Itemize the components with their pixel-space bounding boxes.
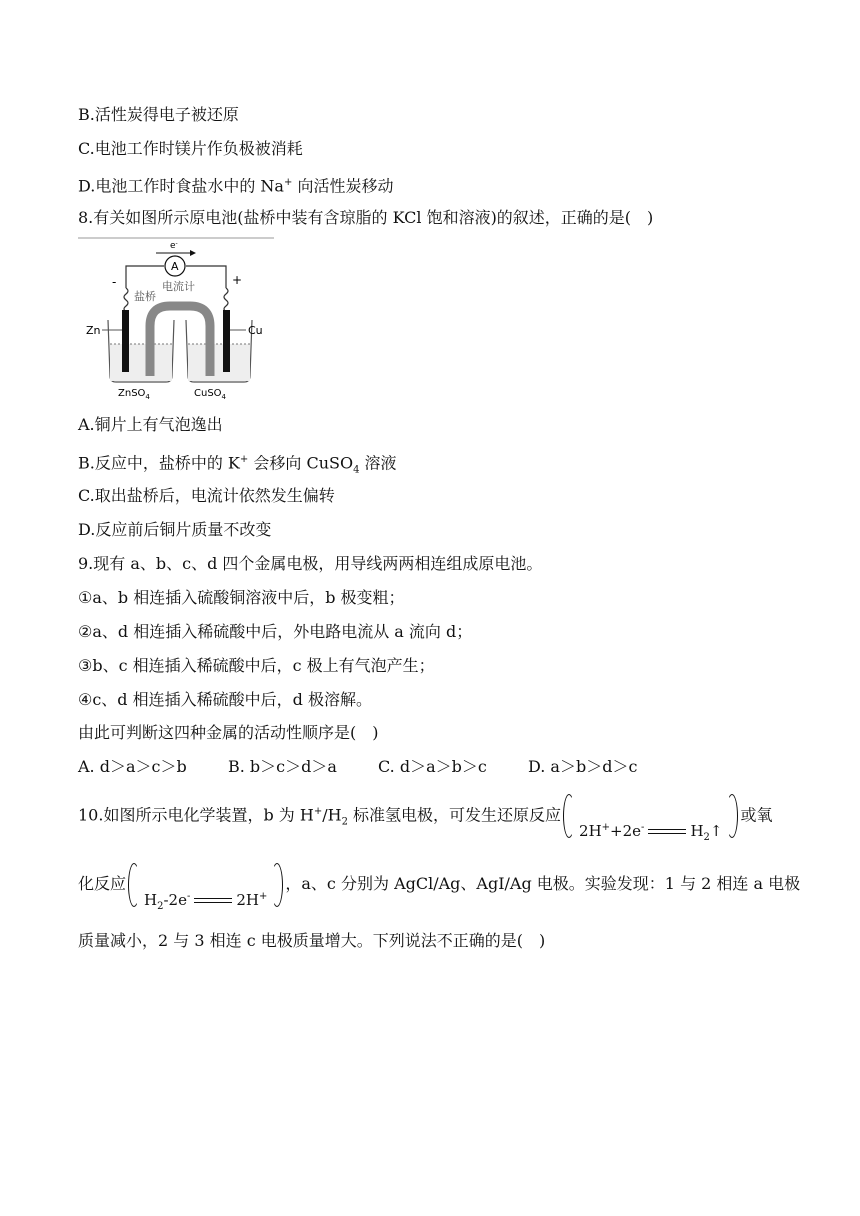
wire-left (126, 266, 164, 288)
q10-text-mid: /H (322, 805, 342, 825)
q8b-pre: B.反应中，盐桥中的 K (78, 453, 240, 473)
q10-sup: + (313, 806, 323, 817)
q7d-text-pre: D.电池工作时食盐水中的 Na (78, 176, 284, 196)
q7d-sup: + (283, 177, 293, 188)
q9-condition-2: ②a、d 相连插入稀硫酸中后，外电路电流从 a 流向 d； (78, 622, 473, 641)
equals-arrow (194, 897, 232, 905)
q10-stem-line3: 质量减小，2 与 3 相连 c 电极质量增大。下列说法不正确的是( ) (78, 931, 546, 950)
q9-condition-1: ①a、b 相连插入硫酸铜溶液中后，b 极变粗； (78, 588, 405, 607)
solution-right (188, 344, 250, 381)
ammeter-caption: 电流计 (162, 280, 195, 293)
q9-option-c: C. d＞a＞b＞c (378, 757, 487, 776)
q10-text-tail: 或氧 (740, 805, 773, 825)
q10-stem-line1 (78, 790, 773, 845)
reduction-equation: 2H++2e- $H_2↑$ (563, 794, 738, 838)
q10-sub: 2 (341, 816, 348, 828)
q8-option-b (78, 449, 397, 482)
q9-option-b: B. b＞c＞d＞a (228, 757, 337, 776)
electron-label: e- (170, 240, 178, 251)
q8-option-a: A.铜片上有气泡逸出 (78, 415, 223, 434)
zn-label: Zn (86, 324, 101, 337)
salt-bridge-label: 盐桥 (134, 290, 156, 303)
q9-option-a: A. d＞a＞c＞b (78, 757, 187, 776)
q9-question: 由此可判断这四种金属的活动性顺序是( ) (78, 723, 379, 742)
q8b-post: 溶液 (359, 453, 397, 473)
ammeter-label: A (171, 260, 179, 273)
q10-text-a: 10.如图所示电化学装置，b 为 H (78, 805, 314, 825)
electron-arrowhead (190, 250, 196, 256)
q9-stem: 9.现有 a、b、c、d 四个金属电极，用导线两两相连组成原电池。 (78, 554, 543, 573)
copper-electrode (223, 310, 230, 372)
znso4-label: ZnSO$_4$ (118, 388, 150, 401)
negative-sign: - (112, 275, 117, 289)
q8b-mid: 会移向 CuSO (248, 453, 354, 473)
equals-arrow (648, 828, 686, 836)
coil-right (224, 288, 228, 312)
positive-sign: + (232, 273, 243, 287)
q7-option-c: C.电池工作时镁片作负极被消耗 (78, 139, 303, 158)
cu-label: Cu (248, 324, 263, 337)
q9-condition-3: ③b、c 相连插入稀硫酸中后，c 极上有气泡产生； (78, 656, 435, 675)
cuso4-label: CuSO$_4$ (194, 388, 227, 401)
q9-option-d: D. a＞b＞d＞c (528, 757, 638, 776)
q10-b-pre: 化反应 (78, 874, 127, 893)
q10-text-post: 标准氢电极，可发生还原反应 (347, 805, 562, 825)
oxidation-equation: $H_2-2e^-$ 2H+ (128, 863, 283, 907)
q7-option-b: B.活性炭得电子被还原 (78, 105, 239, 124)
q7-option-d (78, 172, 393, 197)
q7d-text-post: 向活性炭移动 (292, 176, 394, 196)
solution-left (110, 344, 172, 381)
q8b-sub: 4 (353, 464, 360, 476)
q10-b-post: ，a、c 分别为 AgCl/Ag、AgI/Ag 电极。实验发现：1 与 2 相连 a 电极 (285, 874, 801, 893)
q8-stem: 8.有关如图所示原电池(盐桥中装有含琼脂的 KCl 饱和溶液)的叙述，正确的是( ) (78, 208, 654, 227)
q10-stem-line2 (78, 862, 801, 912)
galvanic-cell-figure (78, 236, 278, 406)
q8-option-d: D.反应前后铜片质量不改变 (78, 520, 272, 539)
gas-arrow-icon: ↑ (709, 821, 723, 840)
zinc-electrode (122, 310, 129, 372)
q8b-sup: + (239, 454, 249, 465)
coil-left (124, 288, 128, 312)
q8-option-c: C.取出盐桥后，电流计依然发生偏转 (78, 486, 335, 505)
q9-condition-4: ④c、d 相连插入稀硫酸中后，d 极溶解。 (78, 690, 372, 709)
